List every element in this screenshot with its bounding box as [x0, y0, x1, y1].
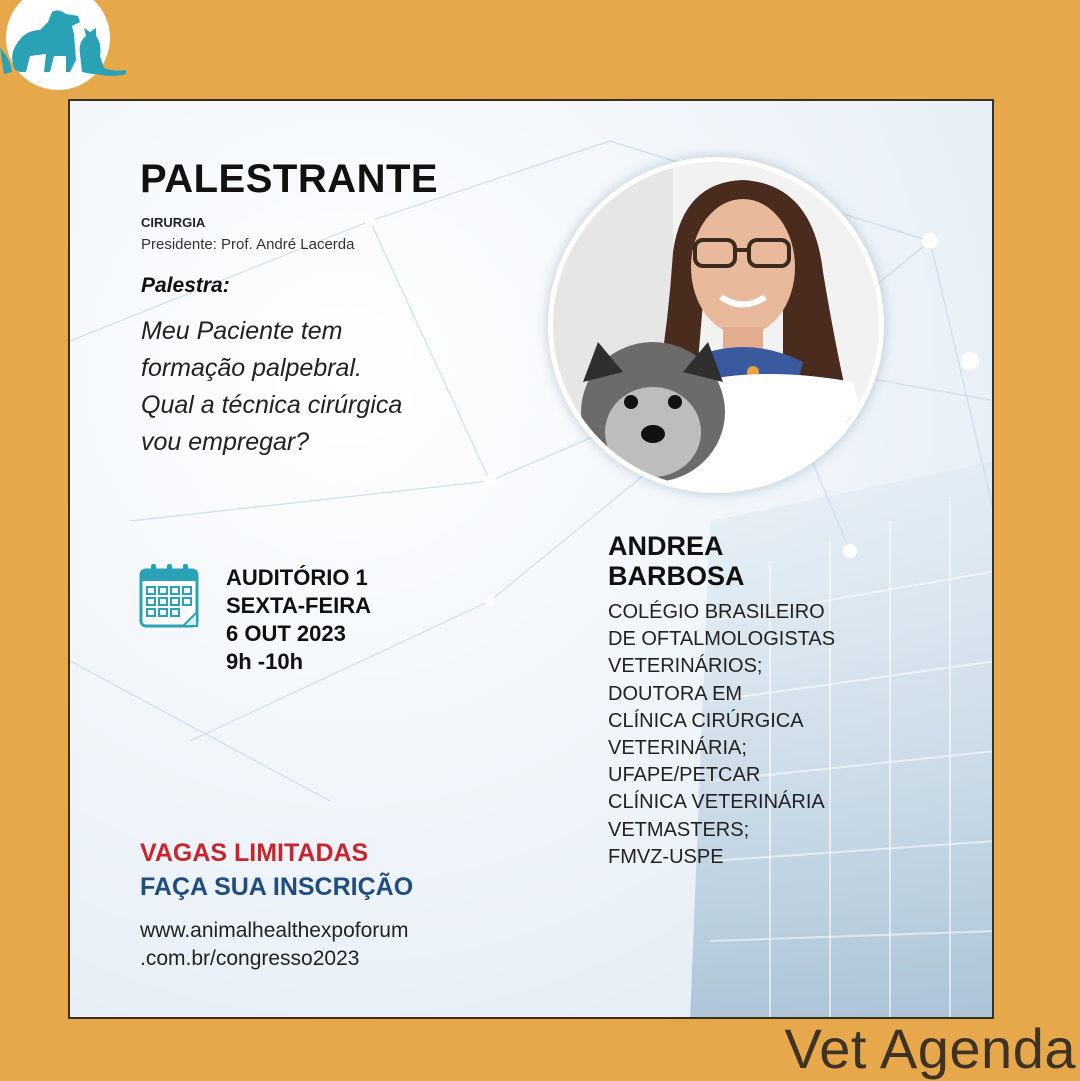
register-label: FAÇA SUA INSCRIÇÃO [140, 873, 414, 901]
event-weekday: SEXTA-FEIRA [226, 593, 372, 618]
talk-title [141, 313, 501, 461]
credential-line: CLÍNICA VETERINÁRIA [608, 791, 825, 814]
registration-url[interactable] [140, 917, 408, 973]
talk-title-line: Qual a técnica cirúrgica [141, 391, 403, 419]
credential-line: VETERINÁRIOS; [608, 655, 763, 678]
credential-line: UFAPE/PETCAR [608, 764, 761, 787]
speaker-name-line: BARBOSA [608, 561, 745, 591]
credential-line: DE OFTALMOLOGISTAS [608, 628, 836, 651]
page-title: PALESTRANTE [140, 157, 439, 201]
speaker-photo [548, 157, 884, 493]
url-line[interactable]: .com.br/congresso2023 [140, 947, 360, 970]
talk-label: Palestra: [141, 274, 230, 297]
event-date: 6 OUT 2023 [226, 621, 346, 646]
speaker-credentials [608, 599, 835, 871]
credential-line: DOUTORA EM [608, 682, 743, 705]
speaker-name-line: ANDREA [608, 531, 724, 561]
speaker-name [608, 531, 745, 591]
category-label: CIRURGIA [141, 215, 206, 230]
calendar-icon [138, 561, 202, 631]
credential-line: VETERINÁRIA; [608, 737, 747, 760]
credential-line: FMVZ-USPE [608, 845, 724, 868]
credential-line: COLÉGIO BRASILEIRO [608, 601, 825, 623]
limited-spots-label: VAGAS LIMITADAS [140, 839, 369, 867]
dog-cat-logo-icon [0, 0, 140, 90]
url-line[interactable]: www.animalhealthexpoforum [140, 919, 409, 942]
president-label: Presidente: Prof. André Lacerda [141, 236, 355, 253]
talk-title-line: vou empregar? [141, 428, 310, 456]
event-details [226, 564, 371, 676]
event-time: 9h -10h [226, 649, 304, 674]
event-room: AUDITÓRIO 1 [226, 565, 368, 590]
credential-line: VETMASTERS; [608, 818, 750, 841]
credential-line: CLÍNICA CIRÚRGICA [608, 709, 804, 732]
event-card [68, 99, 994, 1019]
vet-agenda-watermark: Vet Agenda [784, 1017, 1076, 1080]
talk-title-line: formação palpebral. [141, 354, 362, 382]
talk-title-line: Meu Paciente tem [141, 317, 343, 345]
